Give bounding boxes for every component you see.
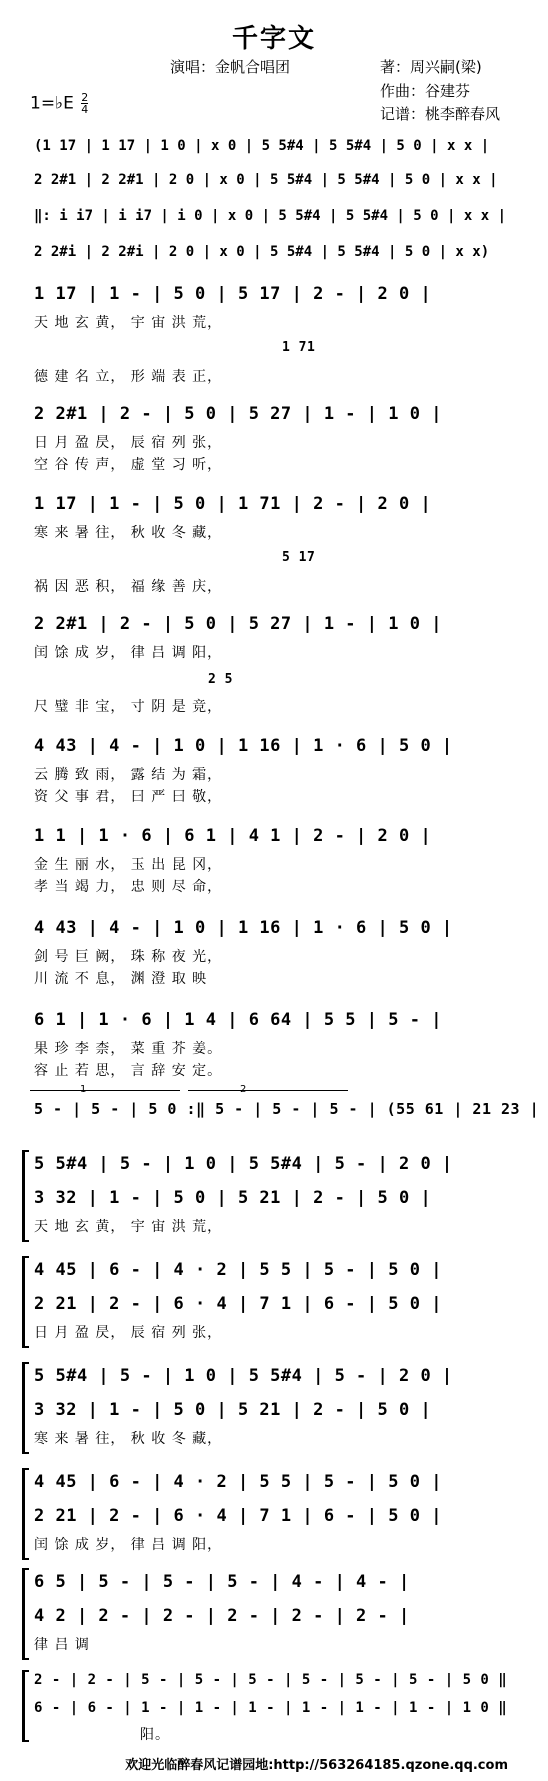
- notation-line: 6 1 | 1 · 6 | 1 4 | 6 64 | 5 5 | 5 - |: [34, 1010, 442, 1030]
- transcriber-credit: 记谱：桃李醉春风: [380, 105, 501, 123]
- notation-line: 2 2#1 | 2 - | 5 0 | 5 27 | 1 - | 1 0 |: [34, 614, 442, 634]
- lyric-line: 金 生 丽 水， 玉 出 昆 冈，: [34, 857, 223, 873]
- notation-line: 2 2#1 | 2 - | 5 0 | 5 27 | 1 - | 1 0 |: [34, 404, 442, 424]
- lyric-line: 果 珍 李 柰， 菜 重 芥 姜。: [34, 1041, 223, 1057]
- singer-credit: 演唱：金帆合唱团: [170, 58, 291, 76]
- lyric-line: 律 吕 调: [34, 1637, 90, 1653]
- lyric-line: 剑 号 巨 阙， 珠 称 夜 光，: [34, 949, 223, 965]
- ending-notation: 5 - | 5 - | 5 0 :‖ 5 - | 5 - | 5 - | (55 61 | 21 23 |: [34, 1100, 540, 1118]
- upper-voice: 4 45 | 6 - | 4 · 2 | 5 5 | 5 - | 5 0 |: [34, 1472, 442, 1492]
- alt-notation: 1 71: [282, 340, 316, 355]
- lyric-line: 日 月 盈 昃， 辰 宿 列 张，: [34, 1325, 223, 1341]
- intro-line: (1 17 | 1 17 | 1 0 | x 0 | 5 5#4 | 5 5#4 | 5 0 | x x |: [34, 138, 490, 154]
- lyric-line: 孝 当 竭 力， 忠 则 尽 命，: [34, 879, 223, 895]
- lyric-line: 空 谷 传 声， 虚 堂 习 听，: [34, 457, 223, 473]
- notation-line: 4 43 | 4 - | 1 0 | 1 16 | 1 · 6 | 5 0 |: [34, 736, 453, 756]
- lyric-line: 闰 馀 成 岁， 律 吕 调 阳，: [34, 645, 223, 661]
- lyric-line: 容 止 若 思， 言 辞 安 定。: [34, 1063, 223, 1079]
- key-signature: [30, 92, 88, 115]
- time-signature: $\frac{2}{4}$: [81, 91, 89, 116]
- lyric-line: 德 建 名 立， 形 端 表 正，: [34, 369, 223, 385]
- page-title: 千字文: [231, 24, 316, 54]
- lower-voice: 4 2 | 2 - | 2 - | 2 - | 2 - | 2 - |: [34, 1606, 410, 1626]
- lower-voice: 2 21 | 2 - | 6 · 4 | 7 1 | 6 - | 5 0 |: [34, 1506, 442, 1526]
- lower-voice: 3 32 | 1 - | 5 0 | 5 21 | 2 - | 5 0 |: [34, 1188, 432, 1208]
- lyric-line: 日 月 盈 昃， 辰 宿 列 张，: [34, 435, 223, 451]
- intro-line: ‖: i i7 | i i7 | i 0 | x 0 | 5 5#4 | 5 5#4 | 5 0 | x x |: [34, 208, 507, 224]
- intro-line: 2 2#i | 2 2#i | 2 0 | x 0 | 5 5#4 | 5 5#4 | 5 0 | x x): [34, 244, 490, 260]
- upper-voice: 2 - | 2 - | 5 - | 5 - | 5 - | 5 - | 5 - | 5 - | 5 0 ‖: [34, 1672, 508, 1688]
- composer-credit: 作曲：谷建芬: [380, 82, 471, 100]
- lyric-line: 闰 馀 成 岁， 律 吕 调 阳，: [34, 1537, 223, 1553]
- upper-voice: 5 5#4 | 5 - | 1 0 | 5 5#4 | 5 - | 2 0 |: [34, 1366, 453, 1386]
- lyric-line: 天 地 玄 黄， 宇 宙 洪 荒，: [34, 1219, 223, 1235]
- upper-voice: 5 5#4 | 5 - | 1 0 | 5 5#4 | 5 - | 2 0 |: [34, 1154, 453, 1174]
- alt-notation: 5 17: [282, 550, 316, 565]
- alt-notation: 2 5: [208, 672, 233, 687]
- footer-credit: 欢迎光临醉春风记谱园地:http://563264185.qzone.qq.com: [125, 1758, 508, 1773]
- key-label: 1=♭E: [30, 93, 74, 114]
- lyric-line: 云 腾 致 雨， 露 结 为 霜，: [34, 767, 223, 783]
- lyric-line: 阳。: [140, 1727, 170, 1743]
- lower-voice: 2 21 | 2 - | 6 · 4 | 7 1 | 6 - | 5 0 |: [34, 1294, 442, 1314]
- lower-voice: 3 32 | 1 - | 5 0 | 5 21 | 2 - | 5 0 |: [34, 1400, 432, 1420]
- lyric-line: 天 地 玄 黄， 宇 宙 洪 荒，: [34, 315, 223, 331]
- lyricist-credit: 著：周兴嗣(梁): [380, 58, 482, 76]
- lyric-line: 寒 来 暑 往， 秋 收 冬 藏，: [34, 1431, 223, 1447]
- intro-line: 2 2#1 | 2 2#1 | 2 0 | x 0 | 5 5#4 | 5 5#4 | 5 0 | x x |: [34, 172, 498, 188]
- notation-line: 1 17 | 1 - | 5 0 | 1 71 | 2 - | 2 0 |: [34, 494, 432, 514]
- lyric-line: 寒 来 暑 往， 秋 收 冬 藏，: [34, 525, 223, 541]
- lyric-line: 川 流 不 息， 渊 澄 取 映: [34, 971, 208, 987]
- notation-line: 1 1 | 1 · 6 | 6 1 | 4 1 | 2 - | 2 0 |: [34, 826, 432, 846]
- volta-2: 2: [240, 1084, 247, 1095]
- notation-line: 4 43 | 4 - | 1 0 | 1 16 | 1 · 6 | 5 0 |: [34, 918, 453, 938]
- upper-voice: 6 5 | 5 - | 5 - | 5 - | 4 - | 4 - |: [34, 1572, 410, 1592]
- lower-voice: 6 - | 6 - | 1 - | 1 - | 1 - | 1 - | 1 - | 1 - | 1 0 ‖: [34, 1700, 508, 1716]
- lyric-line: 祸 因 恶 积， 福 缘 善 庆，: [34, 579, 223, 595]
- notation-line: 1 17 | 1 - | 5 0 | 5 17 | 2 - | 2 0 |: [34, 284, 432, 304]
- volta-1: 1: [80, 1084, 87, 1095]
- lyric-line: 尺 璧 非 宝， 寸 阴 是 竞，: [34, 699, 223, 715]
- lyric-line: 资 父 事 君， 曰 严 曰 敬，: [34, 789, 223, 805]
- upper-voice: 4 45 | 6 - | 4 · 2 | 5 5 | 5 - | 5 0 |: [34, 1260, 442, 1280]
